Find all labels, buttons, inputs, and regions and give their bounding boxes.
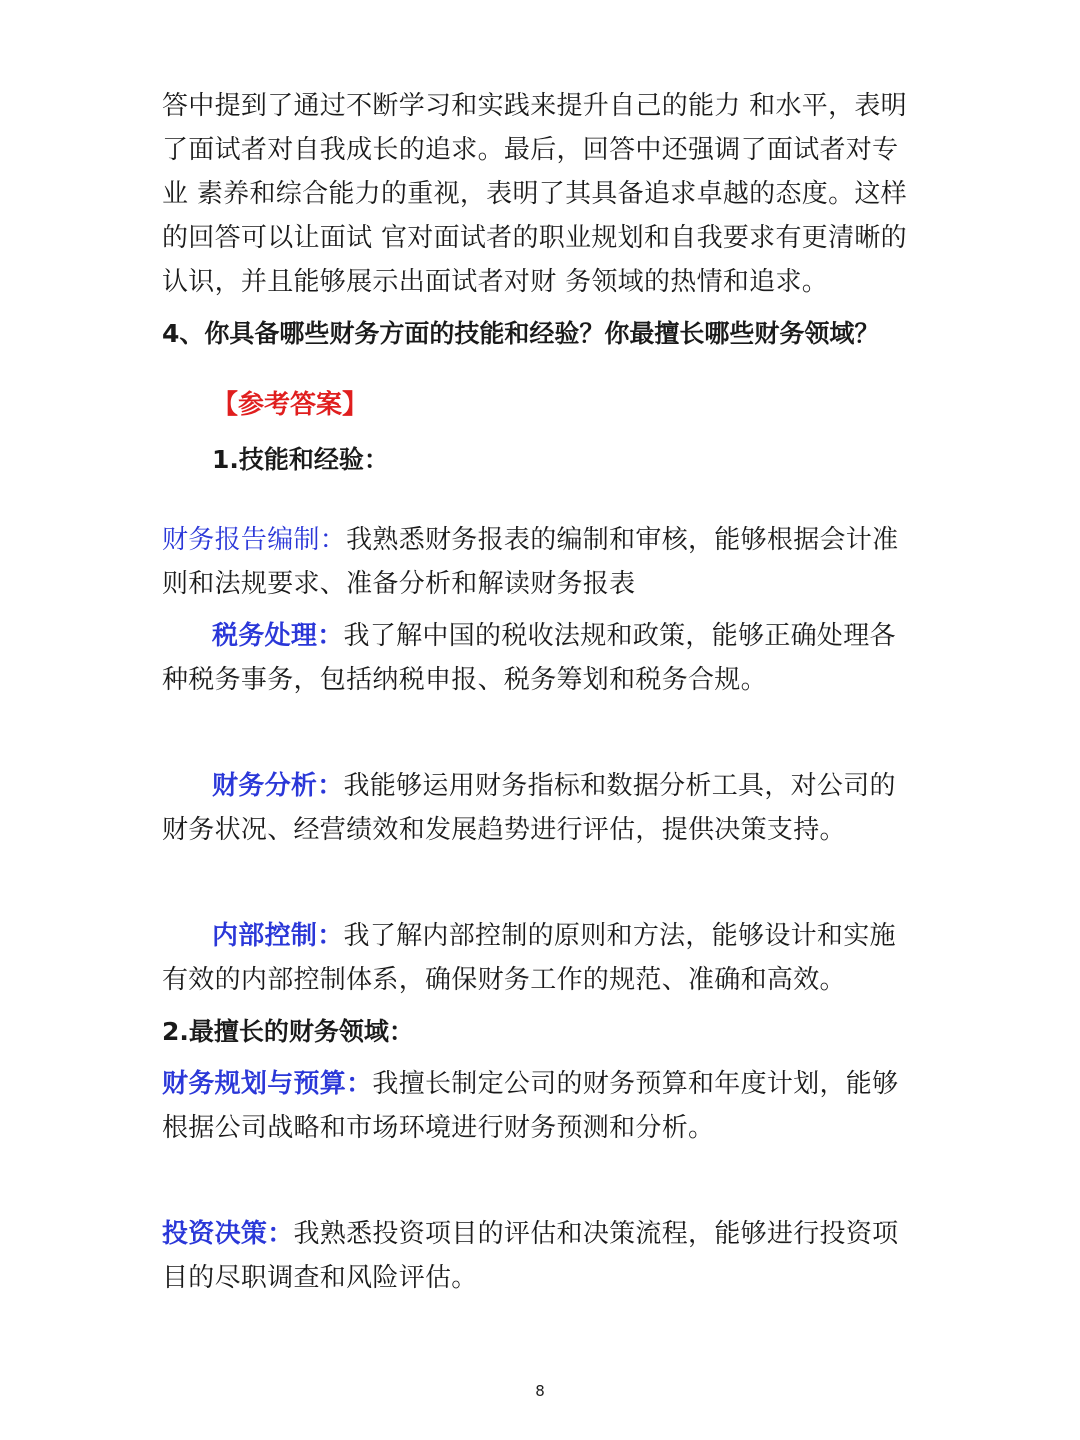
item-financial-analysis [162, 764, 922, 852]
item-text: 我能够运用财务指标和数据分析工具，对公司的财务状况、经营绩效和发展趋势进行评估，提供决策支持。 [162, 771, 896, 845]
item-label: 财务规划与预算： [162, 1069, 373, 1099]
item-text: 我熟悉财务报表的编制和审核，能够根据会计准则和法规要求、准备分析和解读财务报表 [162, 525, 899, 599]
item-label: 税务处理： [212, 621, 344, 651]
section-title-expertise: 2.最擅长的财务领域： [162, 1017, 414, 1046]
intro-paragraph: 答中提到了通过不断学习和实践来提升自己的能力 和水平，表明了面试者对自我成长的追求。最后，回答中还强调了面试者对专业 素养和综合能力的重视，表明了其具备追求卓越的态度。这样的回答可以让面试 官对面试者的职业规划和自我要求有更清晰的认识，并且能够展示出面试者对财 务领域的热情和追求。 [162, 91, 907, 297]
item-text: 我擅长制定公司的财务预算和年度计划，能够根据公司战略和市场环境进行财务预测和分析。 [162, 1069, 899, 1143]
answer-label: 【参考答案】 [212, 390, 369, 420]
question-heading: 4、你具备哪些财务方面的技能和经验？你最擅长哪些财务领域？ [162, 319, 880, 348]
page-number: 8 [535, 1382, 545, 1400]
item-tax-processing [162, 614, 922, 702]
item-label: 财务分析： [212, 771, 344, 801]
item-label: 财务报告编制： [162, 525, 347, 555]
item-label: 内部控制： [212, 921, 344, 951]
item-planning-budget [162, 1062, 922, 1150]
item-label: 投资决策： [162, 1219, 294, 1249]
item-text: 我熟悉投资项目的评估和决策流程，能够进行投资项目的尽职调查和风险评估。 [162, 1219, 899, 1293]
item-internal-control [162, 914, 922, 1002]
item-text: 我了解内部控制的原则和方法，能够设计和实施有效的内部控制体系，确保财务工作的规范、准确和高效。 [162, 921, 896, 995]
item-financial-reporting [162, 518, 922, 606]
section-title-skills: 1.技能和经验： [212, 445, 389, 474]
item-investment-decision [162, 1212, 922, 1300]
item-text: 我了解中国的税收法规和政策，能够正确处理各种税务事务，包括纳税申报、税务筹划和税务合规。 [162, 621, 896, 695]
